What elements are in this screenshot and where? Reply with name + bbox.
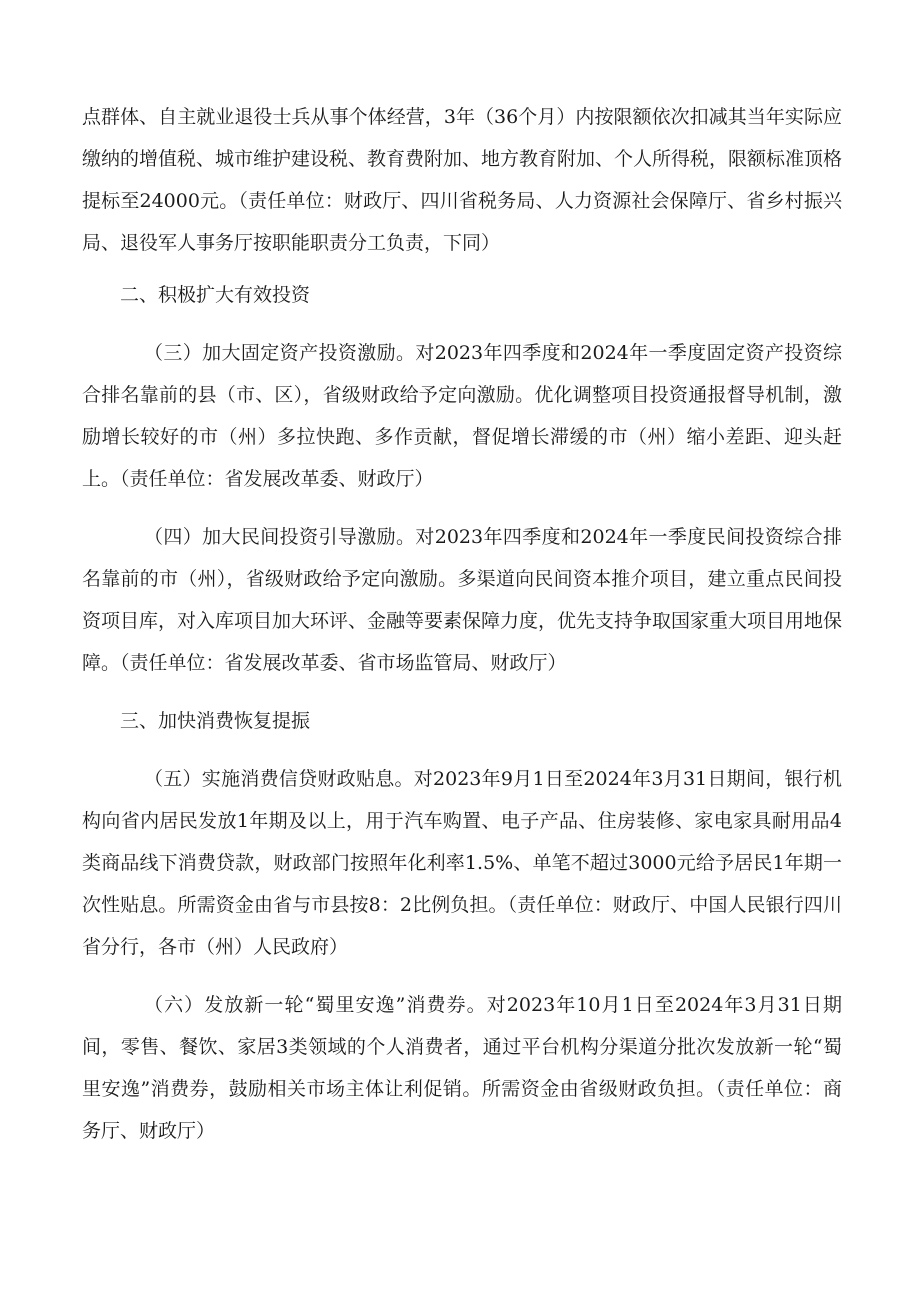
paragraph-consumption-vouchers: （六）发放新一轮“蜀里安逸”消费券。对2023年10月1日至2024年3月31日期间，零售、餐饮、家居3类领域的个人消费者，通过平台机构分渠道分批次发放新一轮“蜀里安逸”消费券，鼓励相关市场主体让利促销。所需资金由省级财政负担。（责任单位：商务厅、财政厅）: [82, 994, 842, 1142]
section-heading-investment: 二、积极扩大有效投资: [120, 284, 311, 306]
document-page: [82, 96, 842, 1152]
paragraph-tax-deduction-continued: 点群体、自主就业退役士兵从事个体经营，3年（36个月）内按限额依次扣减其当年实际应缴纳的增值税、城市维护建设税、教育费附加、地方教育附加、个人所得税，限额标准顶格提标至24000元。（责任单位：财政厅、四川省税务局、人力资源社会保障厅、省乡村振兴局、退役军人事务厅按职能职责分工负责，下同）: [82, 106, 843, 254]
paragraph-private-investment: （四）加大民间投资引导激励。对2023年四季度和2024年一季度民间投资综合排名靠前的市（州），省级财政给予定向激励。多渠道向民间资本推介项目，建立重点民间投资项目库，对入库项目加大环评、金融等要素保障力度，优先支持争取国家重大项目用地保障。（责任单位：省发展改革委、省市场监管局、财政厅）: [82, 526, 843, 674]
section-heading-consumption: 三、加快消费恢复提振: [120, 710, 311, 732]
paragraph-consumer-credit-subsidy: （五）实施消费信贷财政贴息。对2023年9月1日至2024年3月31日期间，银行机构向省内居民发放1年期及以上，用于汽车购置、电子产品、住房装修、家电家具耐用品4类商品线下消费贷款，财政部门按照年化利率1.5%、单笔不超过3000元给予居民1年期一次性贴息。所需资金由省与市县按8：2比例负担。（责任单位：财政厅、中国人民银行四川省分行，各市（州）人民政府）: [82, 768, 842, 958]
paragraph-fixed-asset-investment: （三）加大固定资产投资激励。对2023年四季度和2024年一季度固定资产投资综合排名靠前的县（市、区），省级财政给予定向激励。优化调整项目投资通报督导机制，激励增长较好的市（州）多拉快跑、多作贡献，督促增长滞缓的市（州）缩小差距、迎头赶上。（责任单位：省发展改革委、财政厅）: [82, 342, 842, 490]
